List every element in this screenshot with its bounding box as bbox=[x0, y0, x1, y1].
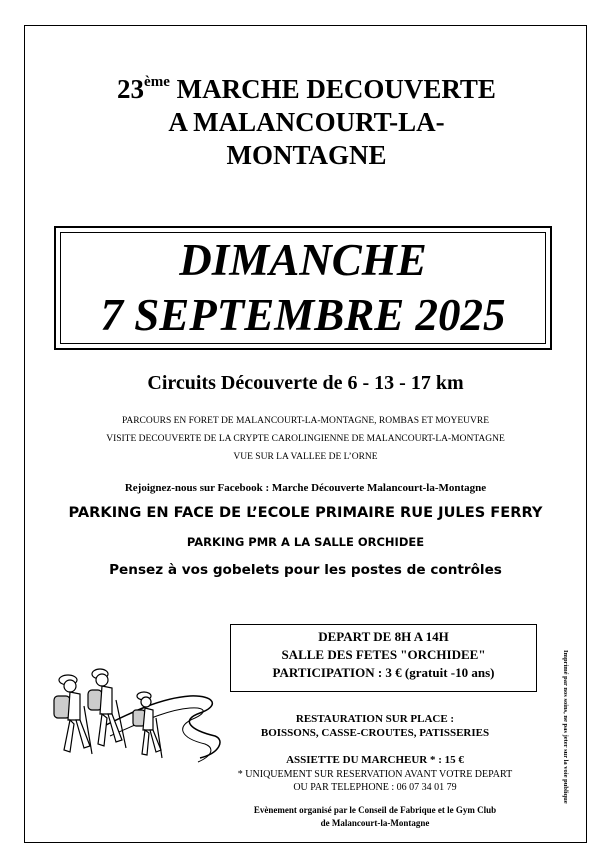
assiette-title: ASSIETTE DU MARCHEUR * : 15 € bbox=[286, 754, 464, 766]
imprint-text: Imprimé par nos soins, ne pas jeter sur la voie publique bbox=[562, 650, 569, 804]
departure-time: DEPART DE 8H A 14H bbox=[318, 629, 449, 644]
date-box bbox=[54, 226, 552, 350]
date-full: 7 SEPTEMBRE 2025 bbox=[100, 290, 506, 340]
detail-forest: PARCOURS EN FORET DE MALANCOURT-LA-MONTAGNE, ROMBAS ET MOYEUVRE bbox=[121, 416, 490, 426]
organiser-line-1: Evènement organisé par le Conseil de Fabrique et le Gym Club bbox=[253, 805, 497, 815]
participation-fee: PARTICIPATION : 3 € (gratuit -10 ans) bbox=[272, 665, 495, 680]
parking-main: PARKING EN FACE DE L’ECOLE PRIMAIRE RUE JULES FERRY bbox=[68, 504, 543, 521]
gobelets-reminder: Pensez à vos gobelets pour les postes de contrôles bbox=[109, 562, 502, 578]
date-day: DIMANCHE bbox=[179, 235, 427, 285]
restauration-block bbox=[200, 712, 550, 740]
restauration-title: RESTAURATION SUR PLACE : bbox=[295, 713, 455, 725]
organiser-credit bbox=[200, 804, 550, 830]
assiette-phone: OU PAR TELEPHONE : 06 07 34 01 79 bbox=[293, 782, 457, 793]
detail-view: VUE SUR LA VALLEE DE L’ORNE bbox=[233, 452, 378, 462]
detail-crypt: VISITE DECOUVERTE DE LA CRYPTE CAROLINGIENNE DE MALANCOURT-LA-MONTAGNE bbox=[106, 434, 505, 444]
facebook-text: Rejoignez-nous sur Facebook : Marche Découverte Malancourt-la-Montagne bbox=[124, 482, 487, 494]
restauration-items: BOISSONS, CASSE-CROUTES, PATISSERIES bbox=[260, 727, 490, 739]
edition-number: 23 bbox=[117, 74, 145, 104]
departure-venue: SALLE DES FETES "ORCHIDEE" bbox=[281, 647, 486, 662]
organiser-line-2: de Malancourt-la-Montagne bbox=[320, 818, 430, 828]
imprint-vertical bbox=[562, 650, 576, 830]
title-line-1 bbox=[60, 73, 553, 106]
title-line-2: A MALANCOURT-LA- bbox=[168, 107, 445, 137]
parking-pmr: PARKING PMR A LA SALLE ORCHIDEE bbox=[186, 535, 425, 549]
assiette-reservation: * UNIQUEMENT SUR RESERVATION AVANT VOTRE DEPART bbox=[237, 769, 513, 780]
departure-box bbox=[230, 624, 537, 692]
assiette-note bbox=[200, 768, 550, 794]
event-title bbox=[60, 73, 553, 172]
circuits-heading: Circuits Découverte de 6 - 13 - 17 km bbox=[147, 372, 464, 394]
title-line-3: MONTAGNE bbox=[226, 140, 387, 170]
edition-suffix: ème bbox=[144, 74, 170, 90]
title-line-1-text: MARCHE DECOUVERTE bbox=[169, 74, 496, 104]
